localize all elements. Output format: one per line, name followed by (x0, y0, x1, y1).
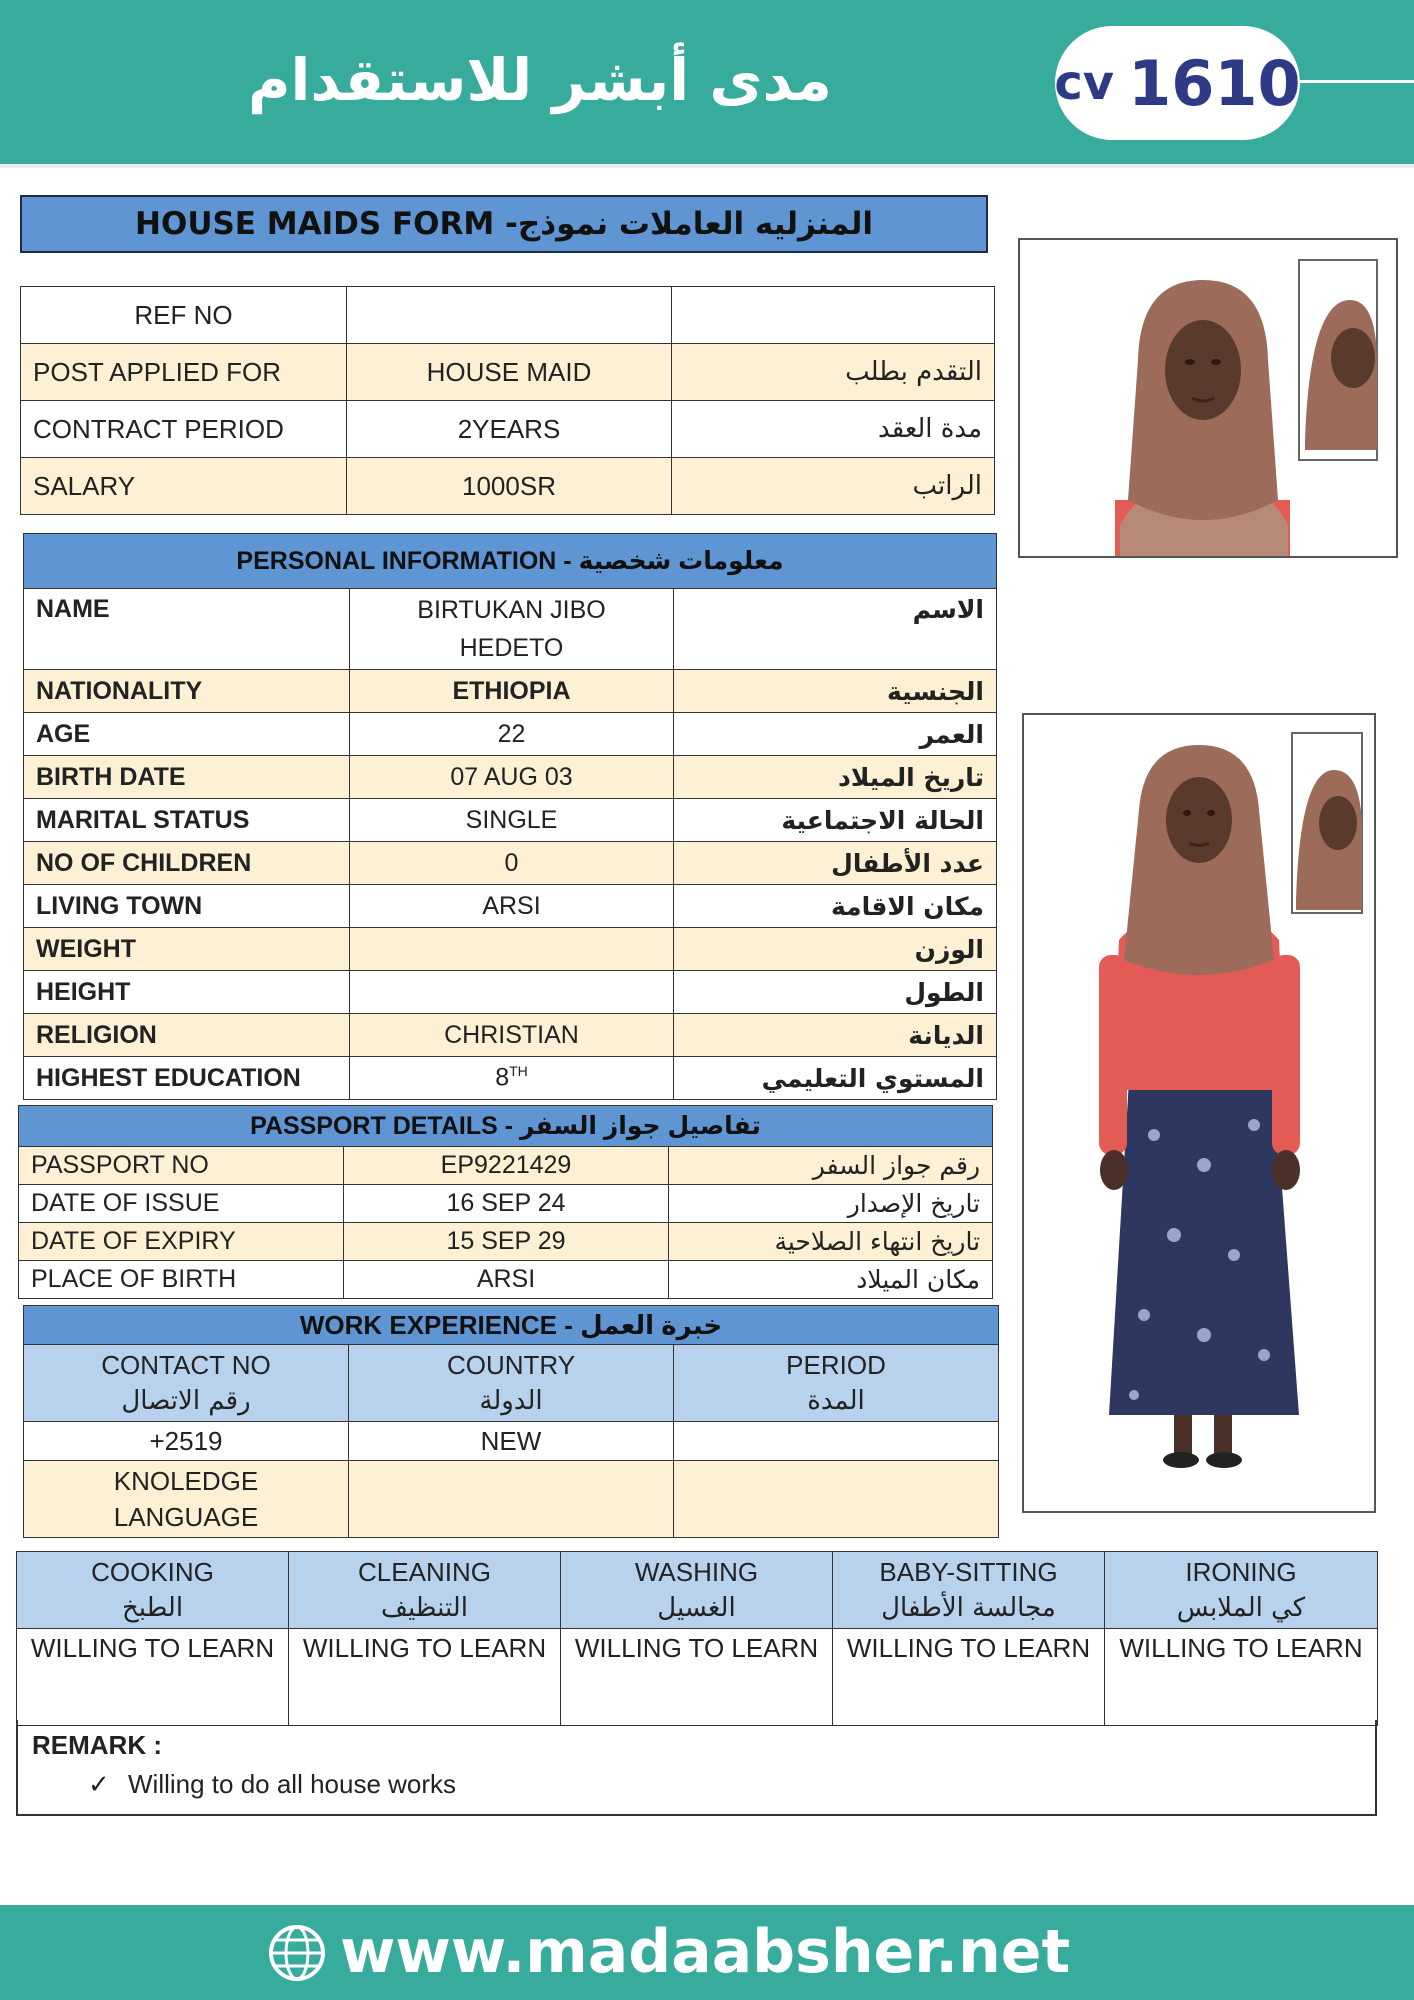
column-header-ar: رقم الاتصال (121, 1386, 251, 1416)
label-cell: MARITAL STATUS (24, 799, 350, 842)
skill-name: IRONING (1185, 1557, 1297, 1587)
skill-value: WILLING TO LEARN (17, 1629, 289, 1726)
section-header-row (19, 1106, 993, 1147)
skill-name-ar: الغسيل (657, 1593, 736, 1623)
personal-information-table (23, 533, 997, 1100)
label-cell: POST APPLIED FOR (21, 344, 347, 401)
skill-name-ar: كي الملابس (1176, 1593, 1306, 1623)
value-cell: SINGLE (350, 799, 674, 842)
skills-header-row (17, 1552, 1378, 1629)
label-cell: NAME (24, 589, 350, 670)
full-body-photo (1024, 715, 1374, 1511)
name-line: BIRTUKAN JIBO (417, 596, 606, 624)
skill-value: WILLING TO LEARN (561, 1629, 833, 1726)
arabic-label-cell: مكان الاقامة (674, 885, 997, 928)
globe-icon (268, 1924, 326, 1982)
label-cell: NATIONALITY (24, 670, 350, 713)
skill-header-cooking (17, 1552, 289, 1629)
arabic-label-cell: الجنسية (674, 670, 997, 713)
knowledge-line: LANGUAGE (113, 1502, 259, 1532)
cv-prefix: cv (1054, 55, 1115, 111)
arabic-label-cell: الديانة (674, 1014, 997, 1057)
application-table (20, 286, 995, 515)
table-row (19, 1223, 993, 1261)
table-row (24, 885, 997, 928)
table-row (24, 589, 997, 670)
value-cell: 2YEARS (347, 401, 672, 458)
label-cell: HIGHEST EDUCATION (24, 1057, 350, 1100)
value-cell: 16 SEP 24 (344, 1185, 669, 1223)
value-cell: 22 (350, 713, 674, 756)
arabic-label-cell: تاريخ انتهاء الصلاحية (669, 1223, 993, 1261)
passport-details-table (18, 1105, 993, 1299)
column-header-en: CONTACT NO (101, 1350, 271, 1380)
column-header (674, 1345, 999, 1422)
value-cell (350, 589, 674, 670)
education-suffix: TH (509, 1063, 528, 1080)
table-row (24, 670, 997, 713)
value-cell: CHRISTIAN (350, 1014, 674, 1057)
label-cell: DATE OF ISSUE (19, 1185, 344, 1223)
table-row (24, 971, 997, 1014)
label-cell: RELIGION (24, 1014, 350, 1057)
label-cell: PASSPORT NO (19, 1147, 344, 1185)
arabic-label-cell: الوزن (674, 928, 997, 971)
label-cell: SALARY (21, 458, 347, 515)
column-header (349, 1345, 674, 1422)
table-row (24, 1014, 997, 1057)
table-row (24, 1057, 997, 1100)
skill-name: WASHING (634, 1557, 759, 1587)
table-row (19, 1261, 993, 1299)
header-divider-line (1290, 80, 1414, 83)
label-cell: CONTRACT PERIOD (21, 401, 347, 458)
cv-number: 1610 (1128, 46, 1301, 120)
remark-text: Willing to do all house works (128, 1769, 457, 1799)
column-header-ar: الدولة (479, 1386, 543, 1416)
skills-value-row (17, 1629, 1378, 1726)
skill-header-washing (561, 1552, 833, 1629)
skill-name: COOKING (91, 1557, 214, 1587)
table-row (21, 458, 995, 515)
section-header-row (24, 1306, 999, 1345)
skill-name: BABY-SITTING (879, 1557, 1058, 1587)
country-cell: NEW (349, 1422, 674, 1461)
column-header (24, 1345, 349, 1422)
value-cell: EP9221429 (344, 1147, 669, 1185)
value-cell: 1000SR (347, 458, 672, 515)
skill-header-cleaning (289, 1552, 561, 1629)
empty-cell (349, 1461, 674, 1538)
agency-name: مدى أبشر للاستقدام (248, 46, 832, 114)
arabic-label-cell: الحالة الاجتماعية (674, 799, 997, 842)
contact-cell: +2519 (24, 1422, 349, 1461)
skill-header-baby-sitting (833, 1552, 1105, 1629)
skills-table (16, 1551, 1378, 1726)
arabic-label-cell: الاسم (674, 589, 997, 670)
cv-number-badge (1055, 26, 1300, 140)
table-row (24, 799, 997, 842)
label-cell: WEIGHT (24, 928, 350, 971)
table-row (24, 756, 997, 799)
arabic-label-cell: عدد الأطفال (674, 842, 997, 885)
table-row (24, 1461, 999, 1538)
portrait-photo-frame (1018, 238, 1398, 558)
arabic-label-cell: مدة العقد (672, 401, 995, 458)
period-cell (674, 1422, 999, 1461)
skill-name-ar: مجالسة الأطفال (881, 1593, 1056, 1623)
skill-header-ironing (1105, 1552, 1378, 1629)
form-title: HOUSE MAIDS FORM -المنزليه العاملات نموذج (20, 195, 988, 253)
check-icon: ✓ (88, 1769, 110, 1799)
section-title: PERSONAL INFORMATION - معلومات شخصية (24, 534, 997, 589)
section-title: WORK EXPERIENCE - خبرة العمل (24, 1306, 999, 1345)
table-row (19, 1185, 993, 1223)
label-cell: HEIGHT (24, 971, 350, 1014)
value-cell: 15 SEP 29 (344, 1223, 669, 1261)
column-header-en: COUNTRY (446, 1350, 576, 1380)
label-cell: BIRTH DATE (24, 756, 350, 799)
skill-name-ar: الطبخ (121, 1593, 184, 1623)
table-row (19, 1147, 993, 1185)
education-value: 8 (495, 1063, 510, 1092)
knowledge-language-cell (24, 1461, 349, 1538)
remark-box (16, 1720, 1377, 1816)
label-cell: AGE (24, 713, 350, 756)
name-line: HEDETO (459, 634, 564, 662)
value-cell: 07 AUG 03 (350, 756, 674, 799)
table-row (21, 344, 995, 401)
column-header-row (24, 1345, 999, 1422)
value-cell (347, 287, 672, 344)
portrait-photo (1020, 240, 1396, 556)
full-body-photo-frame (1022, 713, 1376, 1513)
table-row (24, 1422, 999, 1461)
arabic-label-cell: المستوي التعليمي (674, 1057, 997, 1100)
skill-name: CLEANING (358, 1557, 491, 1587)
skill-value: WILLING TO LEARN (289, 1629, 561, 1726)
skill-value: WILLING TO LEARN (1105, 1629, 1378, 1726)
arabic-label-cell: الطول (674, 971, 997, 1014)
value-cell (350, 1057, 674, 1100)
arabic-label-cell: الراتب (672, 458, 995, 515)
skill-value: WILLING TO LEARN (833, 1629, 1105, 1726)
value-cell: ARSI (350, 885, 674, 928)
value-cell (350, 971, 674, 1014)
label-cell: PLACE OF BIRTH (19, 1261, 344, 1299)
value-cell: ETHIOPIA (350, 670, 674, 713)
label-cell: REF NO (21, 287, 347, 344)
table-row (24, 842, 997, 885)
value-cell (350, 928, 674, 971)
label-cell: DATE OF EXPIRY (19, 1223, 344, 1261)
remark-item (32, 1769, 1361, 1800)
website-url[interactable]: www.madaabsher.net (340, 1917, 1071, 1987)
remark-title: REMARK : (32, 1730, 162, 1760)
empty-cell (674, 1461, 999, 1538)
arabic-label-cell: تاريخ الإصدار (669, 1185, 993, 1223)
arabic-label-cell (672, 287, 995, 344)
knowledge-line: KNOLEDGE (113, 1466, 259, 1496)
table-row (21, 401, 995, 458)
table-row (21, 287, 995, 344)
arabic-label-cell: رقم جواز السفر (669, 1147, 993, 1185)
section-header-row (24, 534, 997, 589)
label-cell: NO OF CHILDREN (24, 842, 350, 885)
arabic-label-cell: تاريخ الميلاد (674, 756, 997, 799)
value-cell: 0 (350, 842, 674, 885)
arabic-label-cell: التقدم بطلب (672, 344, 995, 401)
table-row (24, 713, 997, 756)
arabic-label-cell: العمر (674, 713, 997, 756)
table-row (24, 928, 997, 971)
work-experience-table (23, 1305, 999, 1538)
value-cell: ARSI (344, 1261, 669, 1299)
value-cell: HOUSE MAID (347, 344, 672, 401)
section-title: PASSPORT DETAILS - تفاصيل جواز السفر (19, 1106, 993, 1147)
arabic-label-cell: مكان الميلاد (669, 1261, 993, 1299)
skill-name-ar: التنظيف (381, 1593, 468, 1623)
label-cell: LIVING TOWN (24, 885, 350, 928)
column-header-en: PERIOD (786, 1350, 886, 1380)
column-header-ar: المدة (807, 1386, 865, 1416)
